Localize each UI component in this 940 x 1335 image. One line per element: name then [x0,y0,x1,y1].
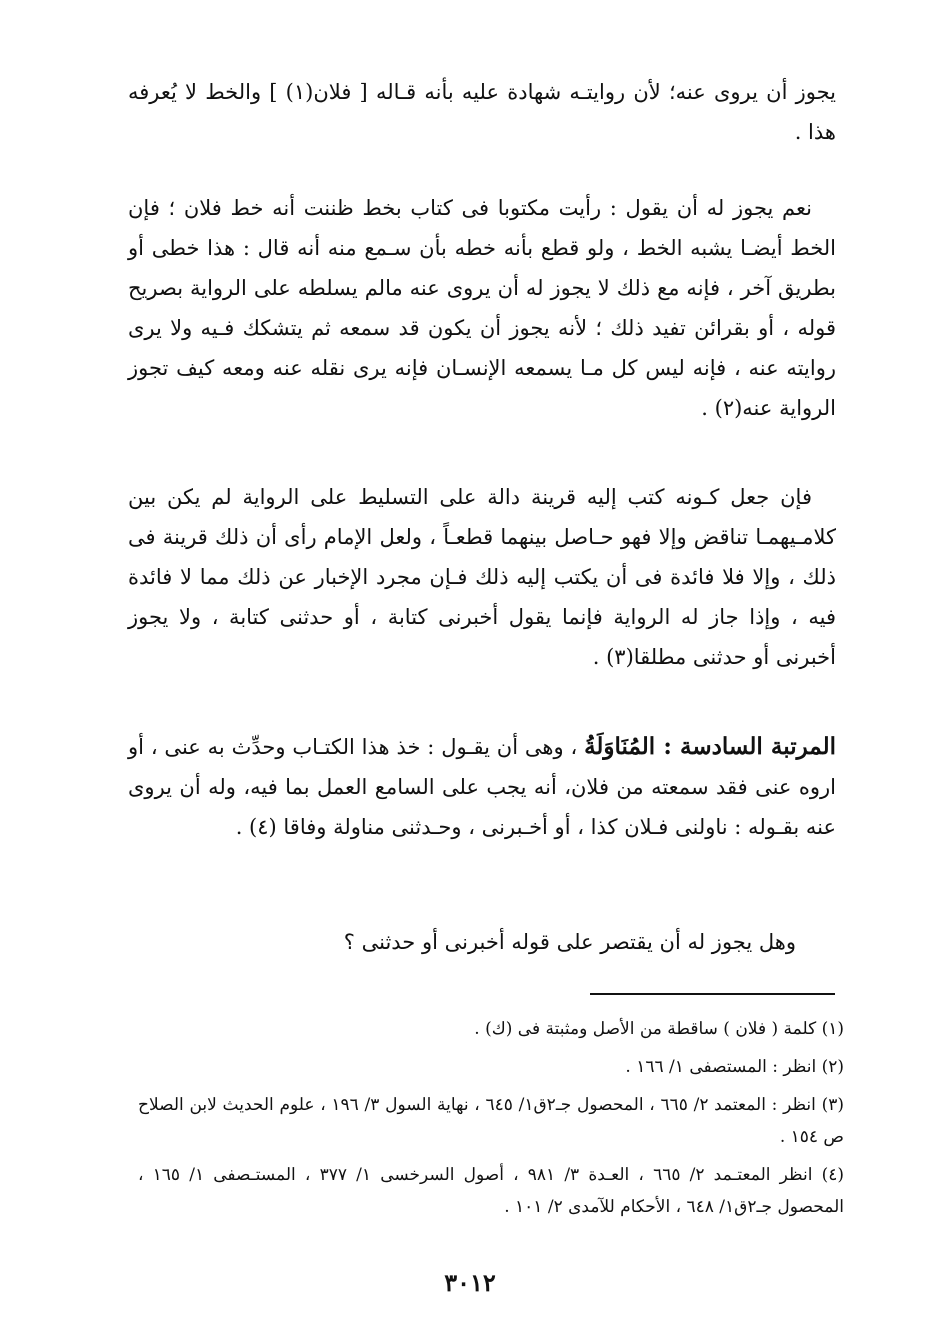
paragraph-1 [128,72,836,152]
paragraph-2-text: نعم يجوز له أن يقول : رأيت مكتوبا فى كتاب بخط ظننت أنه خط فلان ؛ فإن الخط أيضـا يشبه الخط ، ولو قطع بأنه خطه بأن سـمع منه أنه قال : هذا خطى أو بطريق آخر ، فإنه مع ذلك لا يجوز له أن يروى عنه مالم يسلطه على الرواية بصريح قوله ، أو بقرائن تفيد ذلك ؛ لأنه يجوز أن يكون قد سمعه ثم يتشكك فـيه ولا يرى روايته عنه ، فإنه ليس كل مـا يسمعه الإنسـان فإنه يرى نقله عنه ومعه كيف تجوز الرواية عنه(٢) . [128,196,836,420]
footnote-2: (٢) انظر : المستصفى ١/ ١٦٦ . [625,1057,844,1077]
page-number: ٣٠١٢ [444,1268,496,1297]
paragraph-4 [128,727,836,847]
paragraph-3-text: فإن جعل كـونه كتب إليه قرينة دالة على التسليط على الرواية لم يكن بين كلامـيهمـا تناقض وإلا فهو حـاصل بينهما قطعـاً ، ولعل الإمام رأى أن ذلك قرينة فى ذلك ، وإلا فلا فائدة فى أن يكتب إليه ذلك فـإن مجرد الإخبار عن ذلك مما لا فائدة فيه ، وإذا جاز له الرواية فإنما يقول أخبرنى كتابة ، أو حدثنى كتابة ، ولا يجوز أخبرنى أو حدثنى مطلقا(٣) . [128,485,836,669]
paragraph-5-text: وهل يجوز له أن يقتصر على قوله أخبرنى أو حدثنى ؟ [343,930,796,954]
footnote-3: (٣) انظر : المعتمد ٢/ ٦٦٥ ، المحصول جـ٢ق١/ ٦٤٥ ، نهاية السول ٣/ ١٩٦ ، علوم الحديث لابن الصلاح ص ١٥٤ . [138,1095,844,1147]
footnotes [138,1013,844,1229]
section-term: المرتبة السادسة : المُنَاوَلَةُ [584,733,836,760]
paragraph-1-text: يجوز أن يروى عنه؛ لأن روايتـه شهادة عليه بأنه قـاله [ فلان(١) ] والخط لا يُعرفه هذا . [128,80,836,144]
footnote-1: (١) كلمة ( فلان ) ساقطة من الأصل ومثبتة فى (ك) . [474,1019,844,1039]
footnote-separator [590,993,835,995]
paragraph-2 [128,188,836,428]
paragraph-4-text: ، وهى أن يقـول : خذ هذا الكتـاب وحدِّث به عنى ، أو اروه عنى فقد سمعته من فلان، أنه يجب على السامع العمل بما فيه، وله أن يروى عنه بقـوله : ناولنى فـلان كذا ، أو أخـبرنى ، وحـدثنى مناولة وفاقا (٤) . [128,735,836,839]
paragraph-5 [128,922,836,962]
paragraph-3 [128,477,836,677]
footnote-4: (٤) انظر المعتـمد ٢/ ٦٦٥ ، العـدة ٣/ ٩٨١ ، أصول السرخسى ١/ ٣٧٧ ، المستـصفى ١/ ١٦٥ ، المحصول جـ٢ق١/ ٦٤٨ ، الأحكام للآمدى ٢/ ١٠١ . [138,1165,844,1217]
